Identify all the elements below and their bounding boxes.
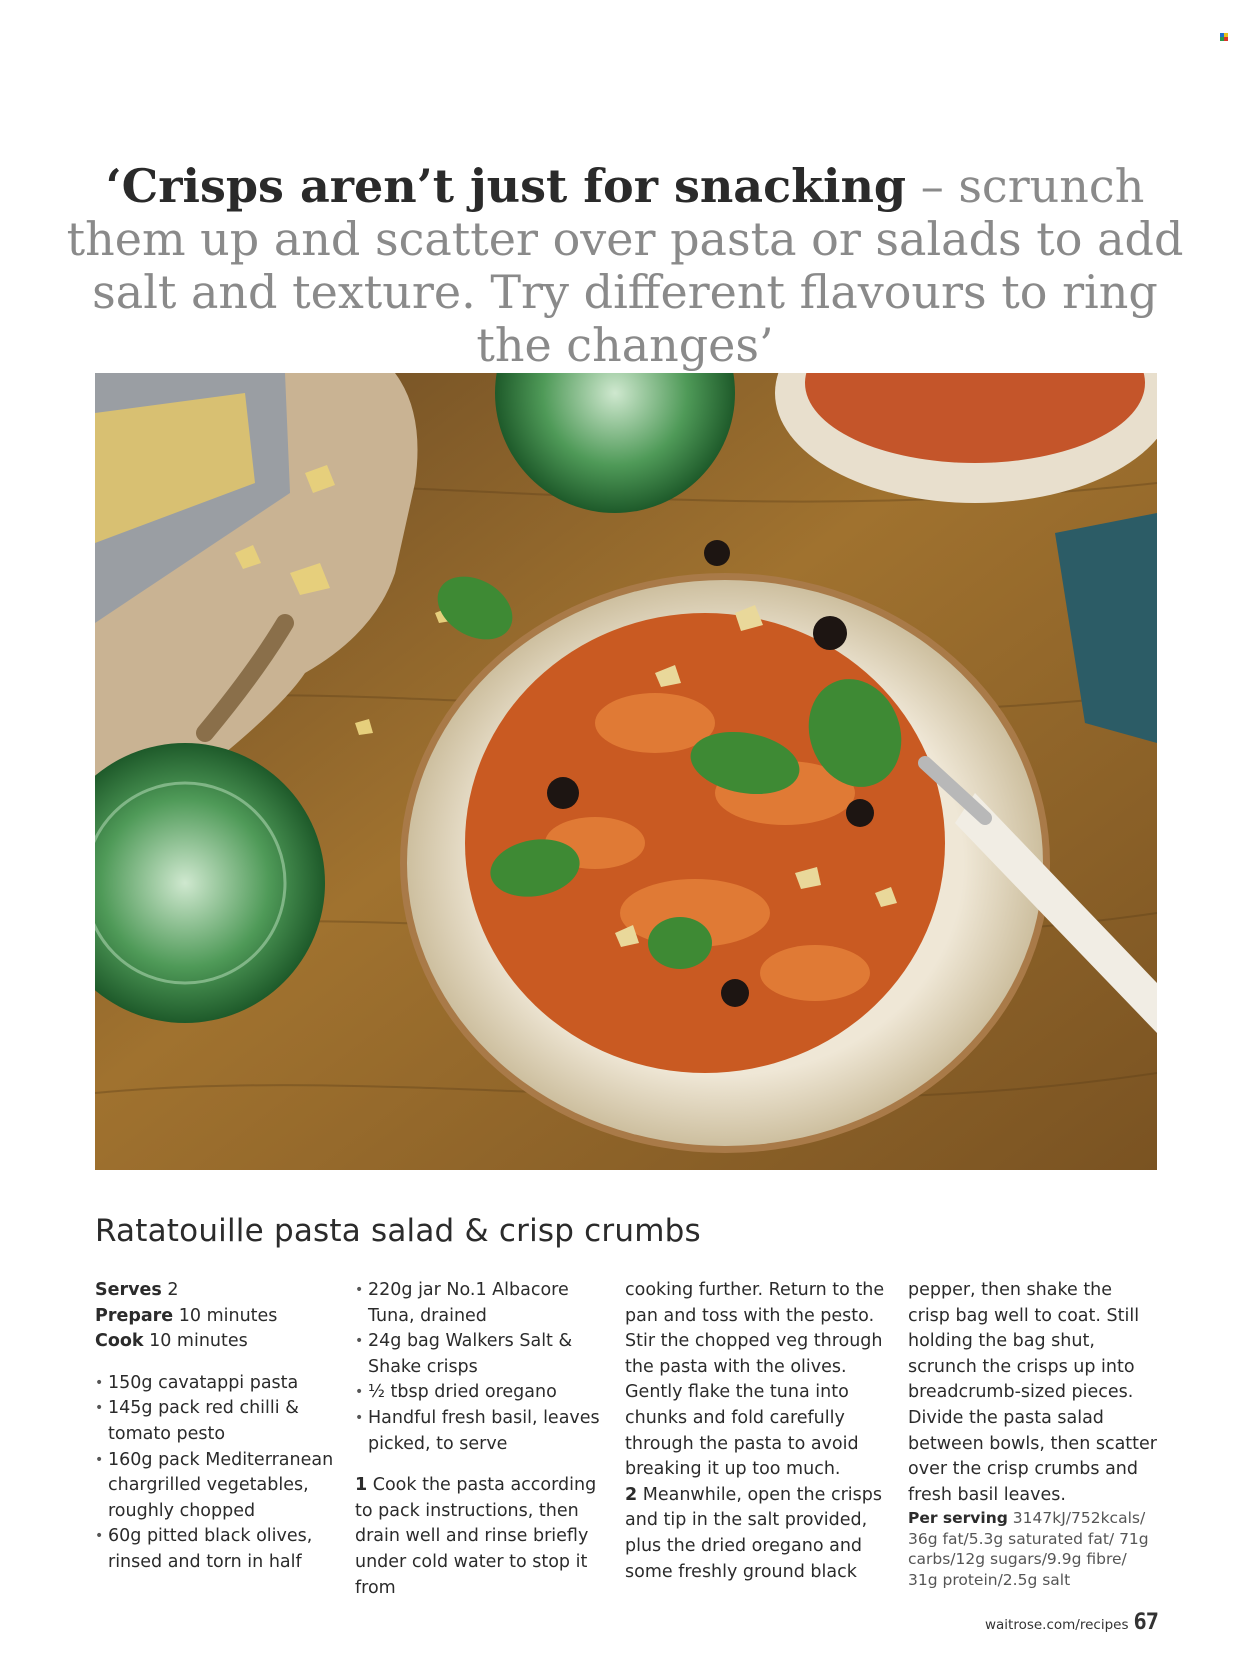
nutrition-info (908, 1508, 1158, 1590)
registration-red (1224, 37, 1228, 41)
page-footer (985, 1610, 1158, 1635)
ingredient-item: • 60g pitted black olives, rinsed and torn in half (95, 1524, 335, 1575)
prepare-value: 10 minutes (173, 1305, 278, 1326)
method-step-1 (355, 1473, 600, 1601)
pasta-salad-photo (95, 373, 1157, 1170)
step-number: 2 (625, 1484, 638, 1505)
prepare-line (95, 1304, 335, 1330)
recipe-column-4 (908, 1278, 1158, 1590)
ingredient-item: • 150g cavatappi pasta (95, 1371, 335, 1397)
method-step-2 (625, 1483, 885, 1585)
recipe-column-3 (625, 1278, 885, 1585)
serves-label: Serves (95, 1280, 162, 1300)
ingredient-item: • 145g pack red chilli & tomato pesto (95, 1396, 335, 1447)
ingredient-item: • ½ tbsp dried oregano (355, 1380, 600, 1406)
step-text: Cook the pasta according to pack instructions, then drain well and rinse briefly under cold water to stop it from (355, 1475, 597, 1598)
recipe-column-1 (95, 1278, 335, 1576)
footer-url[interactable]: waitrose.com/recipes (984, 1617, 1129, 1633)
ingredient-item: • 220g jar No.1 Albacore Tuna, drained (355, 1278, 600, 1329)
page-number: 67 (1133, 1610, 1158, 1635)
colour-registration-icon (1220, 33, 1228, 41)
ingredients-list-1 (95, 1371, 335, 1576)
pull-quote-rest: – scrunch them up and scatter over pasta or salads to add salt and texture. Try different flavours to ring the changes’ (66, 159, 1184, 372)
serves-value: 2 (161, 1280, 179, 1300)
cook-line (95, 1329, 335, 1355)
serves-line (95, 1278, 335, 1304)
recipe-meta (95, 1278, 335, 1355)
ingredients-list-2 (355, 1278, 600, 1457)
nutrition-text: 3147kJ/752kcals/ 36g fat/5.3g saturated fat/ 71g carbs/12g sugars/9.9g fibre/ 31g protein/2.5g salt (908, 1509, 1149, 1589)
method-step-1-continued: cooking further. Return to the pan and toss with the pesto. Stir the chopped veg through the pasta with the olives. Gently flake the tuna into chunks and fold carefully through the pasta to avoid breaking it up too much. (625, 1280, 885, 1480)
ingredient-item: • 160g pack Mediterranean chargrilled vegetables, roughly chopped (95, 1448, 335, 1525)
ingredient-item: • Handful fresh basil, leaves picked, to serve (355, 1406, 600, 1457)
step-number: 1 (355, 1475, 368, 1496)
pull-quote-lead: ‘Crisps aren’t just for snacking (105, 159, 907, 213)
recipe-column-2 (355, 1278, 600, 1601)
cook-label: Cook (95, 1331, 144, 1352)
step-text: Meanwhile, open the crisps and tip in the salt provided, plus the dried oregano and some freshly ground black (625, 1484, 882, 1582)
ingredient-item: • 24g bag Walkers Salt & Shake crisps (355, 1329, 600, 1380)
recipe-title: Ratatouille pasta salad & crisp crumbs (95, 1213, 701, 1249)
cook-value: 10 minutes (143, 1331, 248, 1352)
nutrition-label: Per serving (908, 1509, 1008, 1528)
pull-quote (60, 160, 1190, 372)
method-step-2-continued: pepper, then shake the crisp bag well to coat. Still holding the bag shut, scrunch the crisps up into breadcrumb-sized pieces. Divide the pasta salad between bowls, then scatter over the crisp crumbs and fresh basil leaves. (908, 1280, 1157, 1505)
prepare-label: Prepare (95, 1305, 174, 1326)
